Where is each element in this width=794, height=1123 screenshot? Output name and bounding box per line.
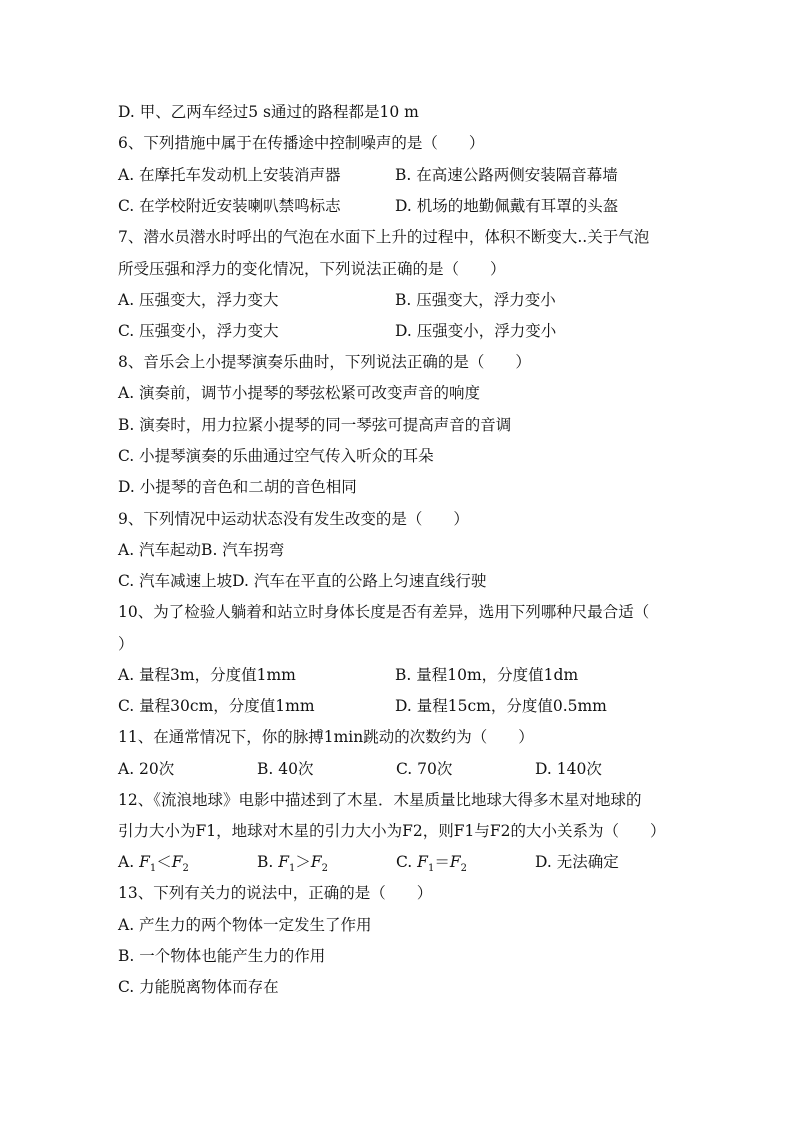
q13-stem: 13、下列有关力的说法中，正确的是（ ） xyxy=(118,884,433,902)
formula-f: F xyxy=(449,853,461,871)
q8-option-c: C. 小提琴演奏的乐曲通过空气传入听众的耳朵 xyxy=(118,447,434,465)
q12-option-c-label: C. xyxy=(396,853,418,871)
q9-stem: 9、下列情况中运动状态没有发生改变的是（ ） xyxy=(118,510,469,528)
q10-stem-line2: ） xyxy=(118,635,134,653)
q12-option-b-label: B. xyxy=(257,853,279,871)
q7-option-d: D. 压强变小，浮力变小 xyxy=(395,322,557,340)
q7-stem-line2: 所受压强和浮力的变化情况，下列说法正确的是（ ） xyxy=(118,260,506,278)
q10-options-row2 xyxy=(118,696,607,716)
q12-option-c-formula xyxy=(417,853,467,875)
formula-f: F xyxy=(278,853,290,871)
q7-stem-line1: 7、潜水员潜水时呼出的气泡在水面下上升的过程中，体积不断变大..关于气泡 xyxy=(118,228,650,246)
q12-stem-line2: 引力大小为F1，地球对木星的引力大小为F2，则F1与F2的大小关系为（ ） xyxy=(118,822,666,840)
q13-option-c: C. 力能脱离物体而存在 xyxy=(118,978,279,996)
q12-stem-line1: 12、《流浪地球》电影中描述到了木星．木星质量比地球大得多木星对地球的 xyxy=(118,791,642,809)
q11-option-d: D. 140次 xyxy=(535,760,602,778)
q7-options-row1 xyxy=(118,290,556,310)
formula-sub: 2 xyxy=(460,863,467,875)
formula-sub: 2 xyxy=(321,863,329,875)
q6-option-b: B. 在高速公路两侧安装隔音幕墙 xyxy=(395,166,618,184)
formula-f: F xyxy=(310,853,322,871)
q13-option-b: B. 一个物体也能产生力的作用 xyxy=(118,947,326,965)
q7-options-row2 xyxy=(118,321,557,341)
q6-options-row1 xyxy=(118,165,618,185)
q8-option-a: A. 演奏前，调节小提琴的琴弦松紧可改变声音的响度 xyxy=(118,384,481,402)
formula-sub: 1 xyxy=(427,863,435,875)
q9-options-cd: C. 汽车减速上坡D. 汽车在平直的公路上匀速直线行驶 xyxy=(118,572,487,590)
q10-options-row1 xyxy=(118,665,579,685)
formula-f: F xyxy=(171,853,183,871)
formula-operator: ＝ xyxy=(434,853,450,871)
q11-option-c: C. 70次 xyxy=(396,760,453,778)
q10-option-a: A. 量程3m，分度值1mm xyxy=(118,666,296,684)
q12-option-b-formula xyxy=(278,853,329,875)
q10-option-b: B. 量程10m，分度值1dm xyxy=(395,666,579,684)
formula-sub: 1 xyxy=(149,863,157,875)
formula-operator: ＜ xyxy=(156,853,172,871)
q8-option-d: D. 小提琴的音色和二胡的音色相同 xyxy=(118,478,357,496)
q11-options xyxy=(118,759,602,779)
q12-option-c xyxy=(396,852,535,879)
formula-sub: 2 xyxy=(182,863,189,875)
q6-option-a: A. 在摩托车发动机上安装消声器 xyxy=(118,166,341,184)
q8-stem: 8、音乐会上小提琴演奏乐曲时，下列说法正确的是（ ） xyxy=(118,353,531,371)
q10-option-c: C. 量程30cm，分度值1mm xyxy=(118,697,315,715)
q7-option-b: B. 压强变大，浮力变小 xyxy=(395,291,556,309)
q6-option-d: D. 机场的地勤佩戴有耳罩的头盔 xyxy=(395,197,619,215)
q7-option-c: C. 压强变小，浮力变大 xyxy=(118,322,279,340)
q13-option-a: A. 产生力的两个物体一定发生了作用 xyxy=(118,916,372,934)
q12-options xyxy=(118,852,619,879)
q6-stem: 6、下列措施中属于在传播途中控制噪声的是（ ） xyxy=(118,134,485,152)
q10-stem-line1: 10、为了检验人躺着和站立时身体长度是否有差异，选用下列哪种尺最合适（ xyxy=(118,603,650,621)
q9-options-ab: A. 汽车起动B. 汽车拐弯 xyxy=(118,541,285,559)
q6-options-row2 xyxy=(118,196,619,216)
q5-option-d: D. 甲、乙两车经过5 s通过的路程都是10 m xyxy=(118,103,419,121)
q11-option-a: A. 20次 xyxy=(118,760,175,778)
q12-option-a xyxy=(118,852,257,879)
q12-option-b xyxy=(257,852,396,879)
formula-sub: 1 xyxy=(289,863,296,875)
formula-operator: ＞ xyxy=(295,853,311,871)
formula-f: F xyxy=(139,853,150,871)
q6-option-c: C. 在学校附近安装喇叭禁鸣标志 xyxy=(118,197,341,215)
q8-option-b: B. 演奏时，用力拉紧小提琴的同一琴弦可提高声音的音调 xyxy=(118,416,512,434)
q12-option-a-label: A. xyxy=(118,853,140,871)
q11-stem: 11、在通常情况下，你的脉搏1min跳动的次数约为（ ） xyxy=(118,728,534,746)
q12-option-a-formula xyxy=(139,853,189,875)
formula-f: F xyxy=(417,853,428,871)
q10-option-d: D. 量程15cm，分度值0.5mm xyxy=(395,697,607,715)
q12-option-d: D. 无法确定 xyxy=(535,853,619,871)
q11-option-b: B. 40次 xyxy=(257,760,314,778)
q7-option-a: A. 压强变大，浮力变大 xyxy=(118,291,279,309)
